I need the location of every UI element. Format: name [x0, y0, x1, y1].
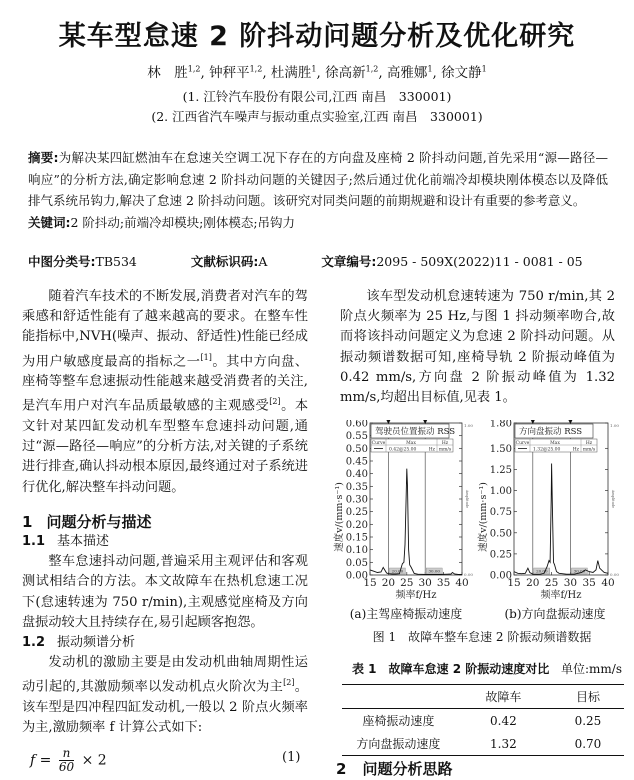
y-tick-label: 1.80 — [489, 420, 512, 430]
y-tick-label: 0.05 — [345, 557, 368, 569]
table-title-row — [352, 660, 622, 677]
legend-unit: mm/s — [438, 447, 452, 453]
right-column — [340, 287, 615, 408]
doc-code-value: A — [258, 254, 268, 269]
table-row — [342, 732, 624, 756]
right-axis-label: 1.00 — [610, 423, 619, 428]
doc-code-label: 文献标识码: — [190, 254, 259, 269]
table-header — [342, 685, 455, 709]
keywords-text: 2 阶抖动;前端冷却模块;刚体模态;吊钩力 — [70, 214, 296, 230]
right-axis-label: 1.00 — [464, 423, 473, 428]
table-cell: 座椅振动速度 — [362, 714, 435, 728]
affiliation-1: (1. 江铃汽车股份有限公司,江西 南昌 330001) — [182, 89, 452, 104]
table-cell: 0.42 — [490, 713, 517, 728]
section-1-1-heading: 1.1 基本描述 — [22, 534, 110, 550]
y-tick-label: 0.15 — [345, 532, 368, 544]
x-tick-label: 15 — [507, 577, 521, 589]
table-row — [342, 709, 624, 733]
cursor-label: 20.00 — [391, 568, 404, 574]
table-cell: 1.32 — [490, 736, 517, 751]
figure-caption: 图 1 故障车整车怠速 2 阶振动频谱数据 — [372, 630, 592, 644]
x-tick-label: 35 — [436, 577, 451, 589]
author: 高雅娜$^1$ — [386, 64, 433, 81]
fraction: $\frac{n}{60}$ — [58, 746, 75, 774]
table-header: 故障车 — [485, 690, 522, 704]
y-tick-label: 0.60 — [345, 420, 368, 430]
x-tick-label: 30 — [563, 577, 578, 589]
author: 林 胜$^{1,2}$ — [147, 64, 201, 81]
formula-lhs: f = — [30, 752, 52, 769]
right-axis-label: 0.00 — [464, 572, 473, 577]
y-tick-label: 0.20 — [345, 519, 368, 531]
section-1-2-text: 发动机的激励主要是由发动机曲轴周期性运动引起的,其激励频率以发动机点火阶次为主[2]。该车型是四冲程四缸发动机,一般以 2 阶点火频率为主,激励频率 f 计算公式如下: — [22, 655, 308, 736]
formula-rhs: × 2 — [81, 752, 107, 769]
subfigure-caption-a: (a)主驾座椅振动速度 — [349, 607, 463, 621]
y-axis-title: 速度v/(mm·s⁻¹) — [478, 482, 489, 552]
legend-hz-unit: Hz — [572, 447, 579, 453]
paragraph: 该车型发动机怠速转速为 750 r/min,其 2 阶点火频率为 25 Hz,与图 1 抖动频率吻合,故而将该抖动问题定义为怠速 2 阶抖动问题。从振动频谱数据可知,座椅导轨 2 阶振动峰值为 0.42 mm/s,方向盘 2 阶振动峰值为 1.32 mm/s,均超出目标值,见表 1。 — [340, 289, 615, 406]
legend-header: Curve — [371, 441, 386, 446]
legend-unit: mm/s — [582, 447, 596, 453]
x-tick-label: 40 — [601, 577, 615, 589]
x-axis-title: 频率f/Hz — [540, 590, 582, 600]
y-tick-label: 0.00 — [489, 570, 512, 582]
citation[interactable]: [1] — [200, 352, 212, 362]
legend-header: Hz — [585, 441, 593, 446]
table-cell: 0.25 — [574, 713, 602, 728]
subfigure-caption-b: (b)方向盘振动速度 — [504, 607, 606, 621]
y-tick-label: 0.75 — [489, 507, 512, 519]
y-tick-label: 0.50 — [489, 528, 512, 540]
abstract-text: 为解决某四缸燃油车在怠速关空调工况下存在的方向盘及座椅 2 阶抖动问题,首先采用“源—路径—响应”的分析方法,确定影响怠速 2 阶抖动问题的关键因子;然后通过优化前端冷却模块刚体模态以及降低排气系统吊钩力,解决了怠速 2 阶抖动问题。该研究对同类问题的前期规避和设计有重要的参考意义。 — [28, 150, 609, 208]
y-tick-label: 0.25 — [489, 549, 512, 561]
y-tick-label: 0.00 — [345, 570, 368, 582]
citation[interactable]: [2] — [283, 678, 295, 688]
table-unit: 单位:mm/s — [560, 662, 622, 676]
section-1-heading: 1 问题分析与描述 — [22, 512, 152, 531]
intro-paragraph: 随着汽车技术的不断发展,消费者对汽车的驾乘感和舒适性能有了越来越高的要求。在整车性能指标中,NVH(噪声、振动、舒适性)性能已经成为用户敏感度最高的指标之一[1]。其中方向盘、座椅等整车怠速振动性能越来越受消费者的关注,是汽车用户对汽车品质最敏感的主观感受[2]。本文针对某四缸发动机车型整车怠速抖动问题,通过“源—路径—响应”的分析方法,对关键的子系统进行排查,确认抖动根本原因,最终通过对子系统进行优化,解决整车抖动问题。 — [22, 289, 309, 495]
y-tick-label: 0.25 — [345, 507, 368, 519]
article-no-label: 文章编号: — [321, 254, 377, 269]
author-list: 林 胜$^{1,2}$, 钟秤平$^{1,2}$, 杜满胜$^1$, 徐高新$^{1,2}$, 高雅娜$^1$, 徐文静$^1$ — [147, 64, 487, 81]
citation[interactable]: [2] — [269, 397, 281, 407]
right-axis-title: Amplitude — [611, 489, 615, 509]
y-tick-label: 0.10 — [345, 545, 368, 557]
classification-label: 中图分类号: — [28, 254, 96, 269]
chart-steering-vibration — [476, 420, 626, 600]
abstract-label: 摘要: — [28, 150, 59, 165]
cursor-label: 30.00 — [428, 568, 440, 574]
keywords — [28, 212, 608, 234]
legend-header: Max — [406, 441, 416, 446]
author: 徐高新$^{1,2}$ — [325, 64, 379, 81]
legend-header: Hz — [441, 441, 449, 446]
article-meta — [28, 252, 608, 270]
legend-max-value: 0.42@25.00 — [389, 447, 417, 453]
legend-max-value: 1.32@25.00 — [533, 447, 561, 453]
classification-value: TB534 — [95, 254, 137, 269]
y-tick-label: 1.50 — [489, 443, 512, 455]
y-tick-label: 0.40 — [345, 469, 368, 481]
table-title: 表 1 故障车怠速 2 阶振动速度对比 — [352, 662, 550, 676]
article-no-value: 2095 - 509X(2022)11 - 0081 - 05 — [376, 254, 583, 269]
equation-1 — [30, 747, 107, 774]
x-tick-label: 25 — [400, 577, 414, 589]
table-cell: 方向盘振动速度 — [356, 737, 441, 751]
y-axis-title: 速度v/(mm·s⁻¹) — [334, 482, 345, 552]
affiliation-2: (2. 江西省汽车噪声与振动重点实验室,江西 南昌 330001) — [151, 109, 483, 124]
x-tick-label: 40 — [455, 577, 469, 589]
abstract — [28, 147, 608, 233]
x-tick-label: 20 — [526, 577, 540, 589]
right-axis-title: Amplitude — [465, 489, 469, 509]
comparison-table — [342, 684, 624, 756]
paper-title: 某车型怠速 2 阶抖动问题分析及优化研究 — [58, 21, 576, 52]
y-tick-label: 0.45 — [345, 456, 368, 468]
x-tick-label: 30 — [418, 577, 432, 589]
legend-title: 驾驶员位置振动 RSS — [375, 427, 456, 437]
legend-header: Curve — [515, 441, 530, 446]
section-2-heading: 2 问题分析思路 — [336, 760, 453, 778]
author: 钟秤平$^{1,2}$ — [209, 64, 263, 81]
equation-label: (1) — [282, 750, 301, 765]
y-tick-label: 0.30 — [345, 494, 368, 506]
y-tick-label: 1.25 — [489, 464, 512, 476]
keywords-label: 关键词: — [28, 214, 71, 230]
y-tick-label: 1.00 — [489, 486, 512, 498]
legend-header: Max — [550, 441, 560, 446]
author: 杜满胜$^1$ — [270, 64, 317, 81]
chart-seat-vibration — [332, 420, 480, 600]
right-axis-label: 0.00 — [610, 572, 619, 577]
x-axis-title: 频率f/Hz — [395, 590, 437, 600]
table-cell: 0.70 — [574, 736, 602, 751]
cursor-label: 20.00 — [536, 568, 548, 574]
table-header: 目标 — [575, 690, 600, 704]
section-1-1-text: 整车怠速抖动问题,普遍采用主观评估和客观测试相结合的方法。本文故障车在热机怠速工况下(怠速转速为 750 r/min),主观感觉座椅及方向盘振动较大且持续存在,易引起顾客抱怨。 — [22, 554, 308, 630]
x-tick-label: 35 — [582, 577, 596, 589]
legend-hz-unit: Hz — [428, 447, 435, 453]
x-tick-label: 25 — [544, 577, 559, 589]
cursor-label: 30.00 — [573, 568, 586, 574]
x-tick-label: 20 — [381, 577, 396, 589]
y-tick-label: 0.35 — [345, 481, 368, 493]
legend-title: 方向盘振动 RSS — [519, 427, 583, 437]
author: 徐文静$^1$ — [441, 64, 487, 81]
left-column — [22, 287, 308, 738]
y-tick-label: 0.50 — [345, 443, 368, 455]
y-tick-label: 0.55 — [345, 431, 368, 443]
x-tick-label: 15 — [363, 577, 377, 589]
section-1-2-heading: 1.2 振动频谱分析 — [22, 635, 136, 651]
table-header-row — [342, 685, 624, 709]
